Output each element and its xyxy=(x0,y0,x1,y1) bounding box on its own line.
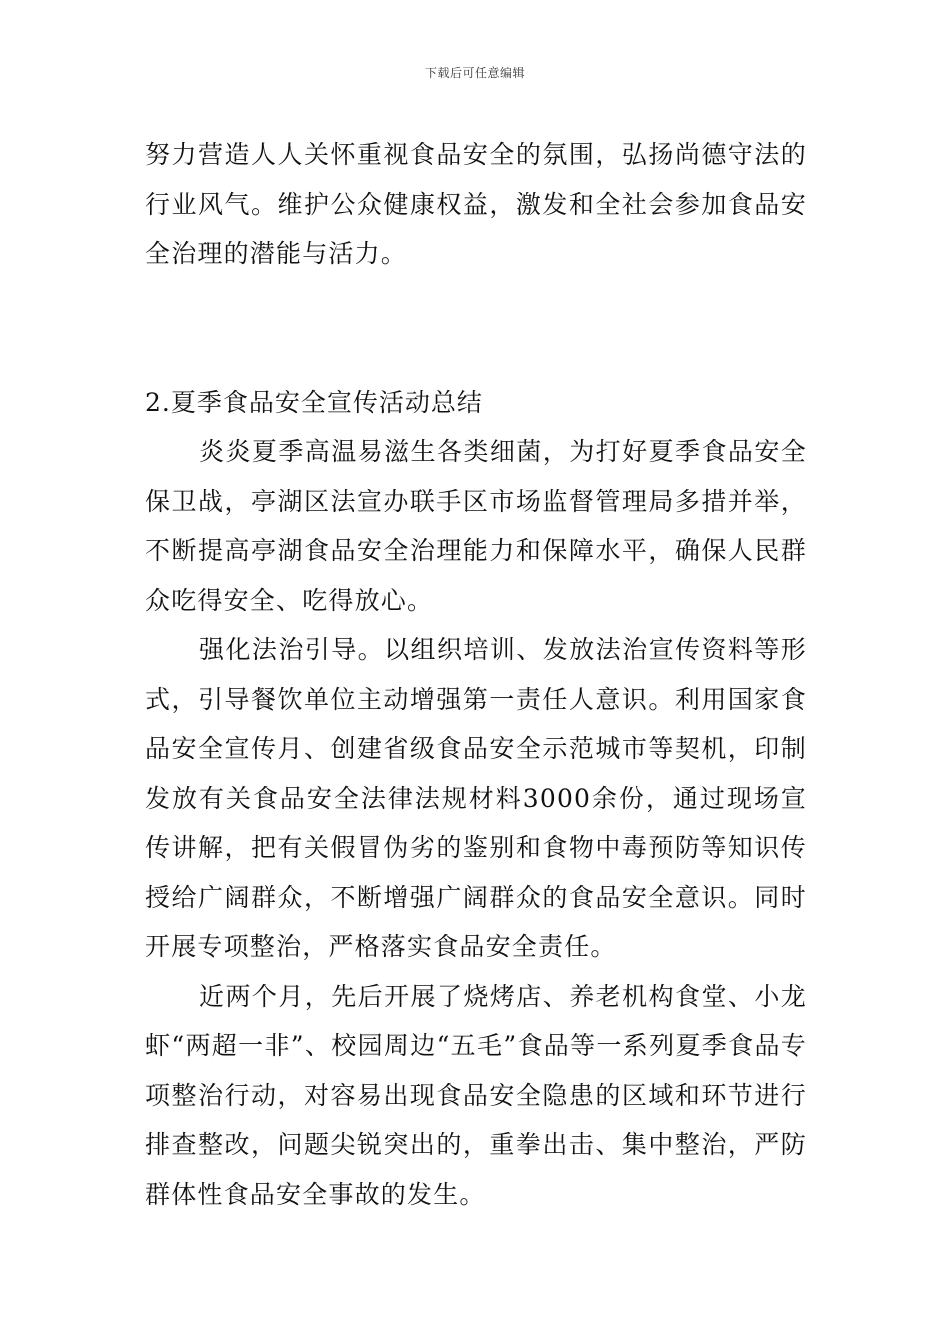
document-body xyxy=(145,130,807,1219)
intro-paragraph: 努力营造人人关怀重视食品安全的氛围，弘扬尚德守法的行业风气。维护公众健康权益，激发和全社会参加食品安全治理的潜能与活力。 xyxy=(145,140,807,268)
paragraph-special-campaigns: 近两个月，先后开展了烧烤店、养老机构食堂、小龙虾“两超一非”、校园周边“五毛”食品等一系列夏季食品专项整治行动，对容易出现食品安全隐患的区域和环节进行排查整改，问题尖锐突出的，重拳出击、集中整治，严防群体性食品安全事故的发生。 xyxy=(145,981,807,1209)
section-heading: 2.夏季食品安全宣传活动总结 xyxy=(145,387,483,417)
header-note: 下载后可任意编辑 xyxy=(424,66,525,80)
paragraph-rule-of-law-guidance: 强化法治引导。以组织培训、发放法治宣传资料等形式，引导餐饮单位主动增强第一责任人意识。利用国家食品安全宣传月、创建省级食品安全示范城市等契机，印制发放有关食品安全法律法规材料3000余份，通过现场宣传讲解，把有关假冒伪劣的鉴别和食物中毒预防等知识传授给广阔群众，不断增强广阔群众的食品安全意识。同时开展专项整治，严格落实食品安全责任。 xyxy=(145,635,807,961)
paragraph-gap xyxy=(145,279,807,378)
paragraph-summer-bacteria: 炎炎夏季高温易滋生各类细菌，为打好夏季食品安全保卫战，亭湖区法宣办联手区市场监督管理局多措并举，不断提高亭湖食品安全治理能力和保障水平，确保人民群众吃得安全、吃得放心。 xyxy=(145,437,807,615)
